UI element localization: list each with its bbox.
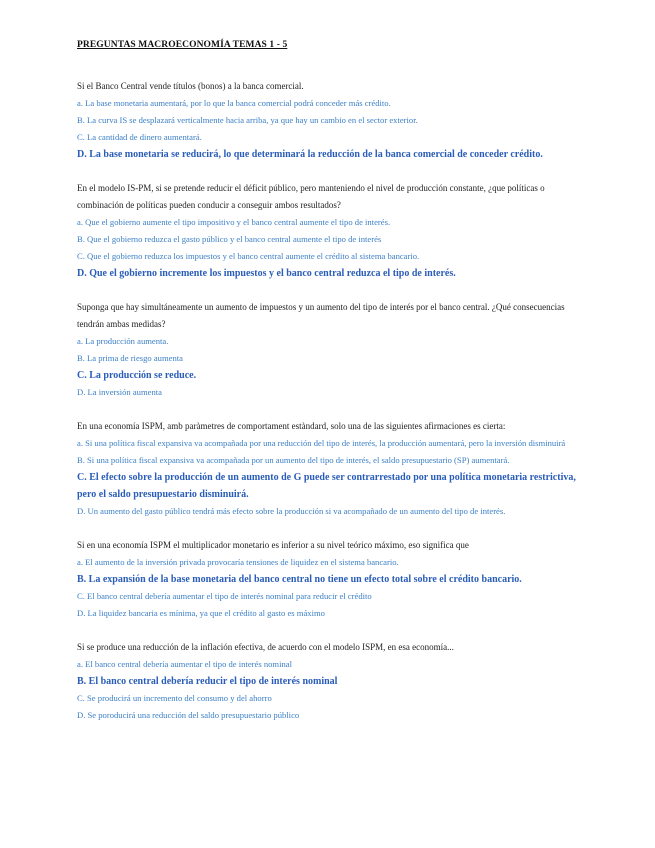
answer-option: B. Si una política fiscal expansiva va acompañada por un aumento del tipo de interés, el saldo presupuestario (SP) aumentará.: [77, 455, 510, 465]
question-block: [77, 418, 577, 520]
answer-option: D. La inversión aumenta: [77, 387, 162, 397]
answer-option: D. Se poroducirá una reducción del saldo presupuestario público: [77, 710, 300, 720]
correct-answer-option: D. La base monetaria se reducirá, lo que determinará la reducción de la banca comercial de conceder crédito.: [77, 149, 543, 160]
correct-answer-option: C. El efecto sobre la producción de un aumento de G puede ser contrarrestado por una política monetaria restrictiva, pero el saldo presupuestario disminuirá.: [77, 472, 576, 500]
document-title: PREGUNTAS MACROECONOMÍA TEMAS 1 - 5: [77, 40, 288, 50]
correct-answer-option: C. La producción se reduce.: [77, 370, 197, 381]
question-block: [77, 180, 577, 282]
question-block: [77, 537, 577, 622]
answer-option: D. La liquidez bancaria es mínima, ya que el crédito al gasto es máximo: [77, 608, 325, 618]
answer-option: C. Se producirá un incremento del consumo y del ahorro: [77, 693, 272, 703]
answer-option: a. La producción aumenta.: [77, 336, 169, 346]
correct-answer-option: B. El banco central debería reducir el tipo de interés nominal: [77, 676, 338, 687]
question-text: Si el Banco Central vende títulos (bonos) a la banca comercial.: [77, 81, 304, 91]
answer-option: a. Si una política fiscal expansiva va acompañada por una reducción del tipo de interés, la producción aumentará, pero la inversión disminuirá: [77, 438, 566, 448]
question-text: En una economía ISPM, amb paràmetres de comportament estàndard, solo una de las siguientes afirmaciones es cierta:: [77, 421, 506, 431]
answer-option: a. Que el gobierno aumente el tipo impositivo y el banco central aumente el tipo de interés.: [77, 217, 391, 227]
correct-answer-option: B. La expansión de la base monetaria del banco central no tiene un efecto total sobre el crédito bancario.: [77, 574, 522, 585]
answer-option: B. Que el gobierno reduzca el gasto público y el banco central aumente el tipo de interés: [77, 234, 382, 244]
question-block: [77, 299, 577, 401]
answer-option: a. La base monetaria aumentará, por lo que la banca comercial podrá conceder más crédito.: [77, 98, 391, 108]
answer-option: C. El banco central debería aumentar el tipo de interés nominal para reducir el crédito: [77, 591, 372, 601]
answer-option: C. Que el gobierno reduzca los impuestos y el banco central aumente el crédito al sistema bancario.: [77, 251, 420, 261]
question-text: En el modelo IS-PM, si se pretende reducir el déficit público, pero manteniendo el nivel de producción constante, ¿que políticas o combinación de políticas pueden conducir a conseguir ambos resultados?: [77, 183, 545, 210]
answer-option: B. La curva IS se desplazará verticalmente hacia arriba, ya que hay un cambio en el sector exterior.: [77, 115, 418, 125]
question-text: Si se produce una reducción de la inflación efectiva, de acuerdo con el modelo ISPM, en esa economía...: [77, 642, 454, 652]
answer-option: B. La prima de riesgo aumenta: [77, 353, 183, 363]
question-block: [77, 78, 577, 163]
answer-option: a. El aumento de la inversión privada provocaría tensiones de liquidez en el sistema bancario.: [77, 557, 399, 567]
answer-option: a. El banco central debería aumentar el tipo de interés nominal: [77, 659, 292, 669]
question-block: [77, 639, 577, 724]
answer-option: D. Un aumento del gasto público tendrá más efecto sobre la producción si va acompañado de un aumento del tipo de interés.: [77, 506, 506, 516]
correct-answer-option: D. Que el gobierno incremente los impuestos y el banco central reduzca el tipo de interés.: [77, 268, 456, 279]
document-page: [77, 40, 577, 741]
answer-option: C. La cantidad de dinero aumentará.: [77, 132, 202, 142]
question-text: Si en una economía ISPM el multiplicador monetario es inferior a su nivel teórico máximo, eso significa que: [77, 540, 469, 550]
question-text: Suponga que hay simultáneamente un aumento de impuestos y un aumento del tipo de interés por el banco central. ¿Qué consecuencias tendrán ambas medidas?: [77, 302, 565, 329]
